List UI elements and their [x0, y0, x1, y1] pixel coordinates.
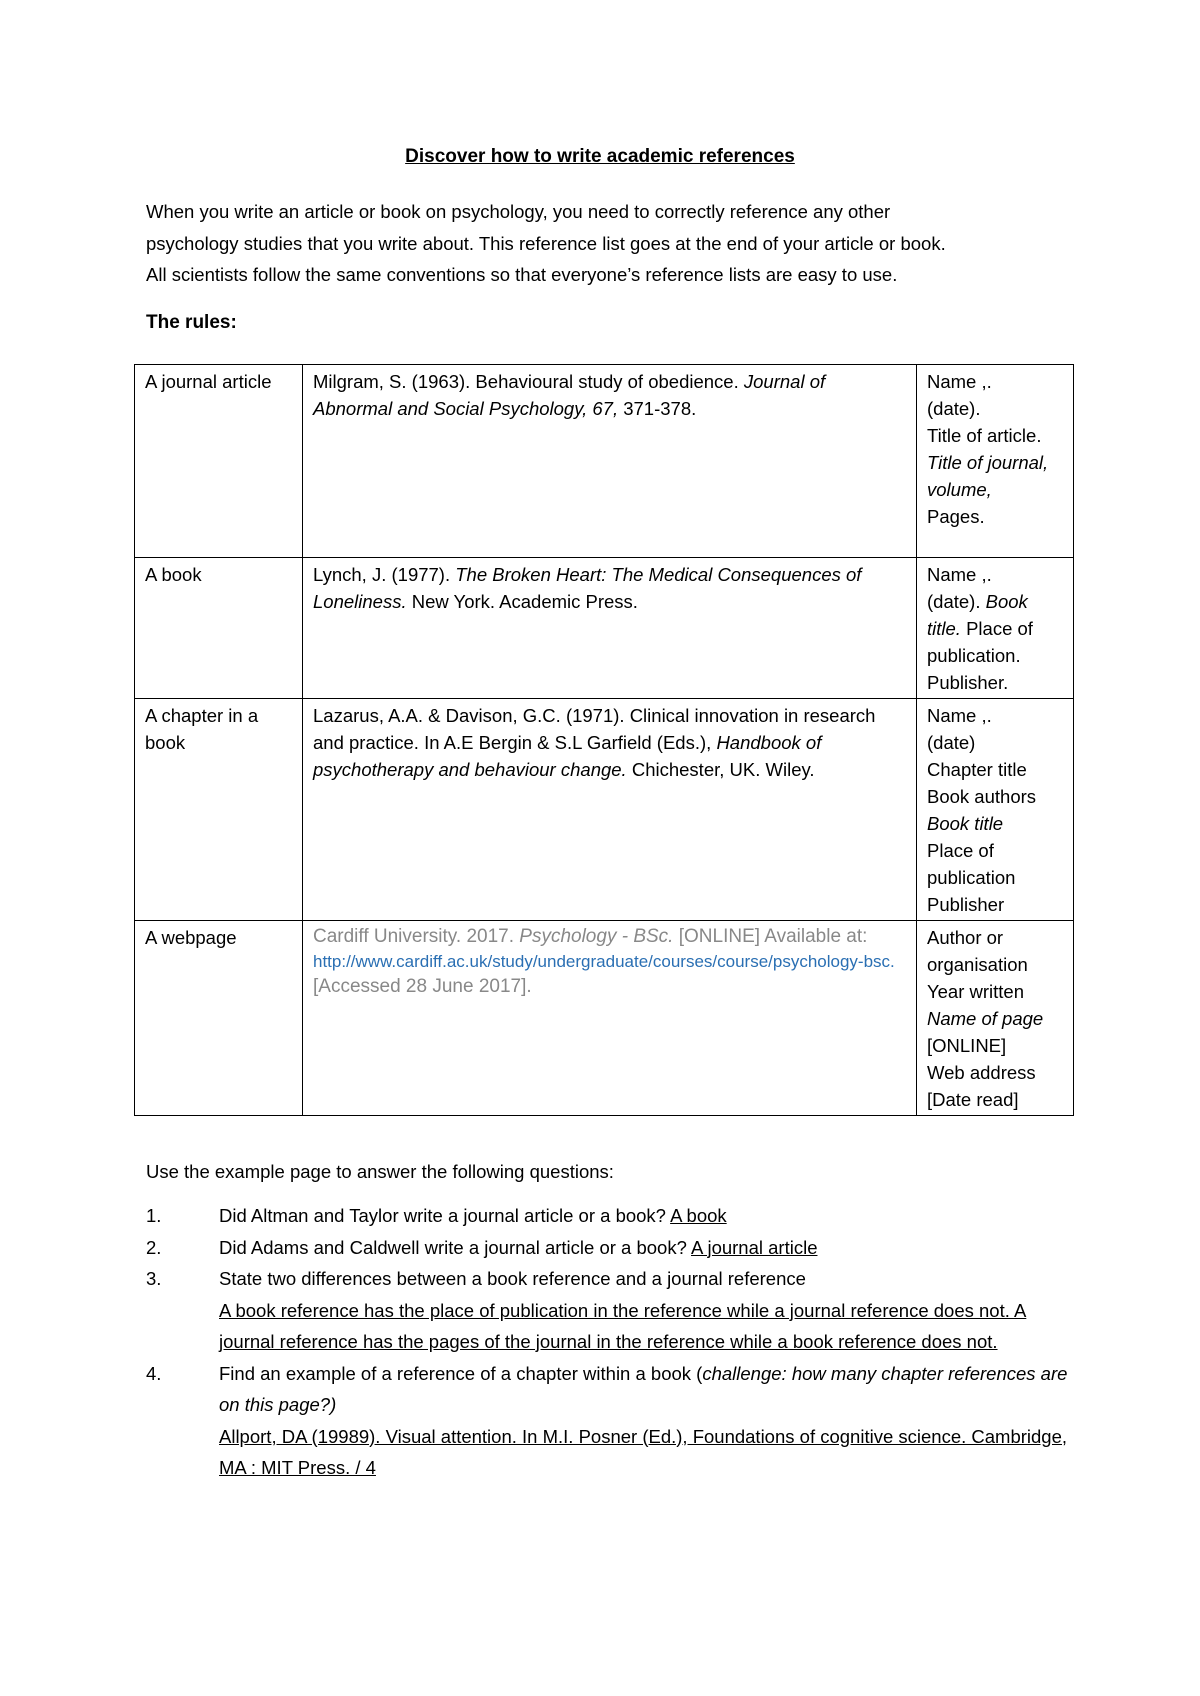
- questions-intro: Use the example page to answer the following questions:: [146, 1161, 614, 1182]
- webpage-reference-text: Cardiff University. 2017. Psychology - BSc. [ONLINE] Available at: http://www.cardiff.ac.uk/study/undergraduate/courses/course/psychology-bsc. [Accessed 28 June 2017].: [313, 926, 895, 997]
- question-text: Did Altman and Taylor write a journal article or a book?: [219, 1205, 671, 1226]
- intro-paragraph: [146, 196, 1076, 291]
- table-row-journal: [135, 365, 1074, 558]
- reference-rules-table: [134, 364, 1074, 1116]
- question-text: Did Adams and Caldwell write a journal article or a book?: [219, 1236, 691, 1258]
- reference-example: Milgram, S. (1963). Behavioural study of obedience. Journal of Abnormal and Social Psychology, 67, 371-378.: [303, 365, 917, 558]
- answer-text: A journal article: [691, 1236, 818, 1258]
- challenge-text: challenge: how many chapter references are on this page?): [219, 1362, 1068, 1415]
- reference-format: Name ,. (date). Book title. Place of publication. Publisher.: [917, 558, 1074, 699]
- page-title: Discover how to write academic references: [405, 146, 795, 167]
- intro-line: All scientists follow the same conventions so that everyone’s reference lists are easy to use.: [146, 264, 898, 285]
- table-row-chapter: [135, 699, 1074, 921]
- reference-format: Author or organisation Year written Name of page [ONLINE] Web address [Date read]: [917, 921, 1074, 1116]
- answer-text: Allport, DA (19989). Visual attention. In M.I. Posner (Ed.), Foundations of cognitive science. Cambridge, MA : MIT Press. / 4: [219, 1425, 1068, 1478]
- reference-format: Name ,. (date). Title of article. Title of journal, volume, Pages.: [917, 365, 1074, 558]
- reference-format: Name ,. (date) Chapter title Book authors Book title Place of publication Publisher: [917, 699, 1074, 921]
- reference-type: A chapter in a book: [135, 699, 303, 921]
- question-item: [146, 1263, 1076, 1358]
- reference-type: A book: [135, 558, 303, 699]
- webpage-link[interactable]: http://www.cardiff.ac.uk/study/undergraduate/courses/course/psychology-bsc.: [313, 952, 895, 971]
- answer-text: A book: [670, 1205, 727, 1226]
- question-number: 4.: [146, 1362, 162, 1384]
- question-item: [146, 1200, 1076, 1232]
- reference-example: Lynch, J. (1977). The Broken Heart: The Medical Consequences of Loneliness. New York. Academic Press.: [303, 558, 917, 699]
- question-item: [146, 1232, 1076, 1264]
- reference-type: A webpage: [135, 921, 303, 1116]
- rules-heading: The rules:: [146, 312, 237, 333]
- intro-line: When you write an article or book on psychology, you need to correctly reference any other: [146, 201, 891, 222]
- reference-example: [303, 921, 917, 1116]
- question-number: 1.: [146, 1205, 162, 1226]
- table-row-webpage: [135, 921, 1074, 1116]
- question-number: 3.: [146, 1268, 162, 1289]
- answer-text: A book reference has the place of publication in the reference while a journal reference does not. A journal reference has the pages of the journal in the reference while a book reference does not.: [219, 1299, 1027, 1352]
- reference-type: A journal article: [135, 365, 303, 558]
- reference-example: Lazarus, A.A. & Davison, G.C. (1971). Clinical innovation in research and practice. In A.E Bergin & S.L Garfield (Eds.), Handbook of psychotherapy and behaviour change. Chichester, UK. Wiley.: [303, 699, 917, 921]
- question-text: Find an example of a reference of a chapter within a book (: [219, 1362, 703, 1384]
- question-number: 2.: [146, 1236, 162, 1258]
- question-item: [146, 1358, 1076, 1484]
- question-text: State two differences between a book reference and a journal reference: [219, 1268, 806, 1289]
- table-row-book: [135, 558, 1074, 699]
- intro-line: psychology studies that you write about. This reference list goes at the end of your article or book.: [146, 232, 946, 254]
- questions-list: [146, 1200, 1076, 1484]
